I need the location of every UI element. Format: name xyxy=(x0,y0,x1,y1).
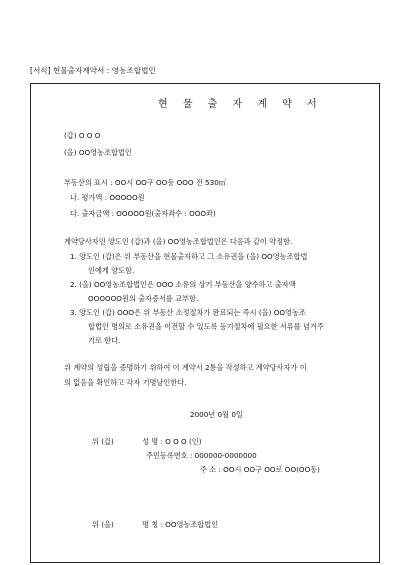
document-title: 현 물 출 자 계 약 서 xyxy=(158,99,323,110)
clause-3-line-3: 기로 한다. xyxy=(88,336,121,345)
clause-3-line-1: 3. 양도인 (갑) OOO은 위 부동산 소정절차가 완료되는 즉시 (을) OO영농조 xyxy=(70,308,306,317)
contract-date: 2000년 0월 0일 xyxy=(190,410,243,419)
clause-2-line-2: OOOOOO원의 출자증서를 교부함. xyxy=(88,294,199,303)
signature-b-party: 위 (을) xyxy=(92,520,114,529)
signature-a-id-number: 주민등록번호 : 000000-0000000 xyxy=(146,451,257,460)
property-appraisal: 나. 평가액 : OOOOO원 xyxy=(70,193,145,202)
contract-intro: 계약당사자인 양도인 (갑)과 (을) OO영농조합법인은 다음과 같이 약정함. xyxy=(64,237,293,246)
clause-2-line-1: 2. (을) OO영농조합법인은 OOO 소유의 상기 부동산을 양수하고 출자액 xyxy=(70,280,296,289)
property-investment-amount: 다. 출자금액 : OOOOO원(출자좌수 : OOO좌) xyxy=(70,209,216,218)
signature-a-party: 위 (갑) xyxy=(92,437,114,446)
signature-b-name: 명 칭 : OO영농조합법인 xyxy=(142,520,219,529)
closing-line-2: 의 없음을 확인하고 각자 기명날인한다. xyxy=(64,378,187,387)
signature-a-address: 주 소 : OO시 OO구 OO로 OO(OO동) xyxy=(200,465,320,474)
party-b: (을) OO영농조합법인 xyxy=(64,148,132,157)
clause-1-line-2: 인에게 양도함. xyxy=(88,266,135,275)
party-a: (갑) O O O xyxy=(64,131,101,140)
closing-line-1: 위 계약의 성립을 증명하기 위하여 이 계약서 2통을 작성하고 계약당사자가 이 xyxy=(64,363,307,372)
form-heading: [서식] 현물출자계약서 : 영농조합법인 xyxy=(30,66,156,75)
clause-3-line-2: 합법인 명의로 소유권을 이전할 수 있도록 등기절차에 필요한 서류를 넘겨주 xyxy=(88,322,324,331)
clause-1-line-1: 1. 양도인 (갑)은 위 부동산을 현물출자하고 그 소유권을 (을) OO영농조합법 xyxy=(70,252,308,261)
signature-a-name: 성 명 : O O O (인) xyxy=(142,437,202,446)
property-description: 부동산의 표시 : OO시 OO구 OO동 OOO 전 530㎡ xyxy=(64,178,226,187)
